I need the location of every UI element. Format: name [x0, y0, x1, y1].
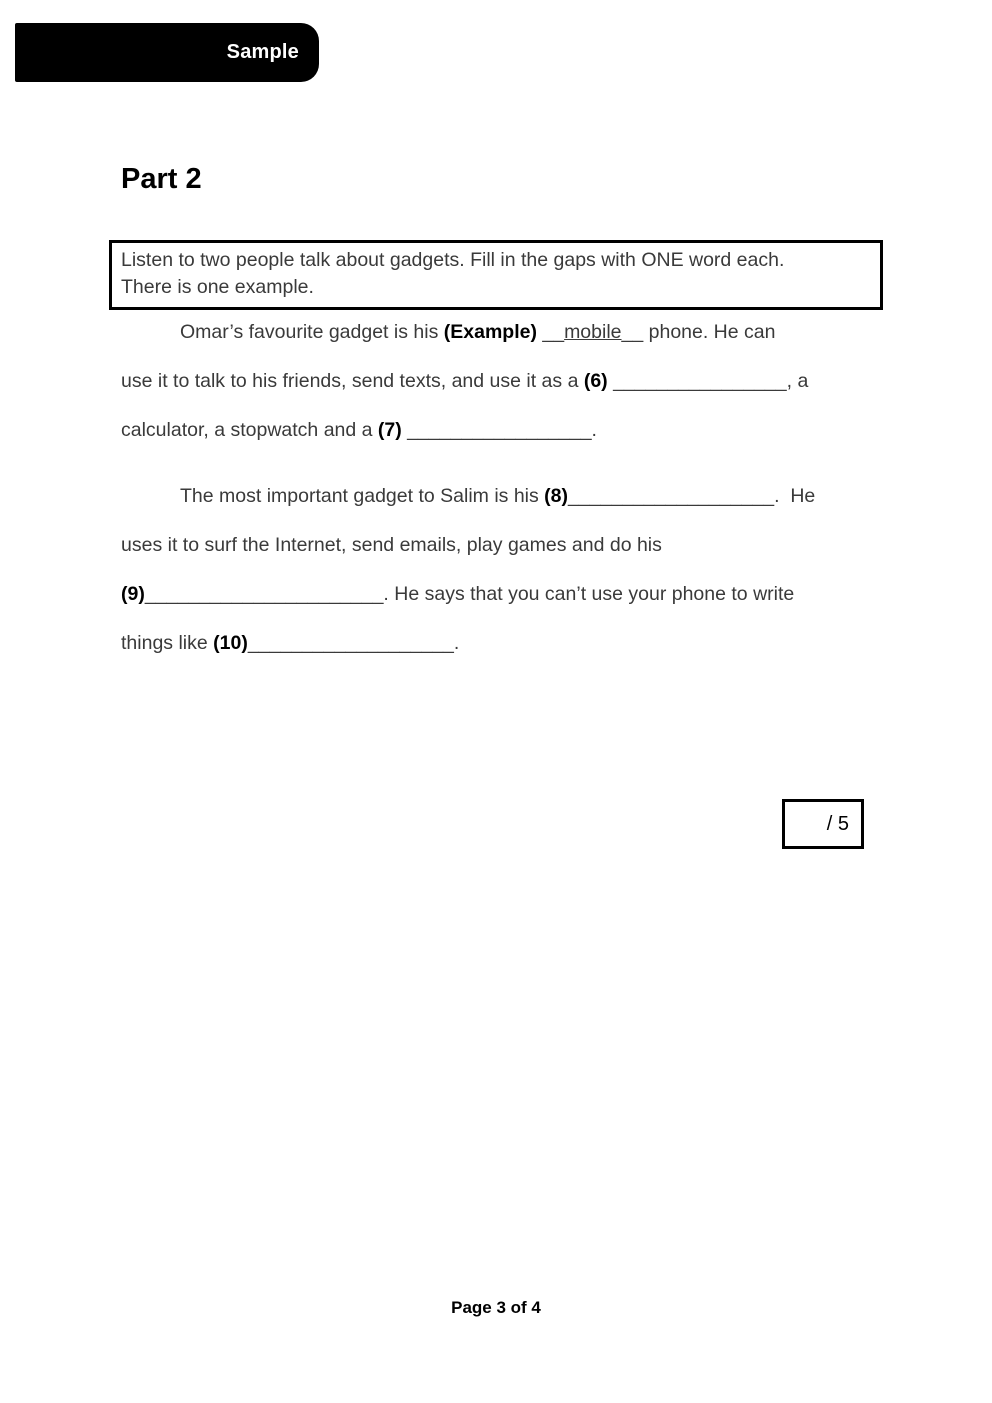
text-line [121, 406, 901, 455]
paragraph-omar [121, 308, 901, 455]
instruction-line-2: There is one example. [121, 276, 314, 298]
text-segment: __ [536, 321, 565, 343]
text-segment: __ phone. He can [621, 321, 776, 343]
question-9-label: (9) [121, 583, 145, 605]
text-segment: The most important gadget to Salim is his [180, 485, 545, 507]
example-label: (Example) [443, 321, 537, 343]
question-7-blank: _________________. [401, 419, 597, 441]
text-segment: calculator, a stopwatch and a [121, 419, 378, 441]
text-line [121, 570, 901, 619]
example-answer: mobile [564, 321, 622, 343]
text-line [121, 472, 901, 521]
text-segment: things like [121, 632, 214, 654]
exercise-body [121, 308, 901, 668]
sample-badge-label: Sample [226, 41, 299, 63]
text-line [121, 308, 901, 357]
question-6-label: (6) [583, 370, 608, 392]
text-line [121, 619, 901, 668]
text-line [121, 357, 901, 406]
question-9-blank: ______________________. He says that you can’t use your phone to write [144, 583, 795, 605]
score-box [782, 799, 864, 849]
question-10-blank: ___________________. [247, 632, 460, 654]
text-segment: uses it to surf the Internet, send emails, play games and do his [121, 534, 662, 556]
page-footer: Page 3 of 4 [451, 1298, 541, 1317]
part-heading: Part 2 [121, 163, 202, 195]
text-segment: use it to talk to his friends, send texts, and use it as a [121, 370, 584, 392]
score-label: / 5 [826, 812, 849, 835]
question-6-blank: ________________, a [607, 370, 809, 392]
sample-badge [15, 23, 319, 82]
instruction-line-1: Listen to two people talk about gadgets. Fill in the gaps with ONE word each. [121, 249, 785, 271]
paragraph-salim [121, 472, 901, 668]
instruction-box [109, 240, 883, 310]
question-10-label: (10) [213, 632, 248, 654]
question-8-blank: ___________________. He [568, 485, 816, 507]
text-segment: Omar’s favourite gadget is his [180, 321, 444, 343]
question-7-label: (7) [377, 419, 402, 441]
question-8-label: (8) [544, 485, 569, 507]
text-line [121, 521, 901, 570]
